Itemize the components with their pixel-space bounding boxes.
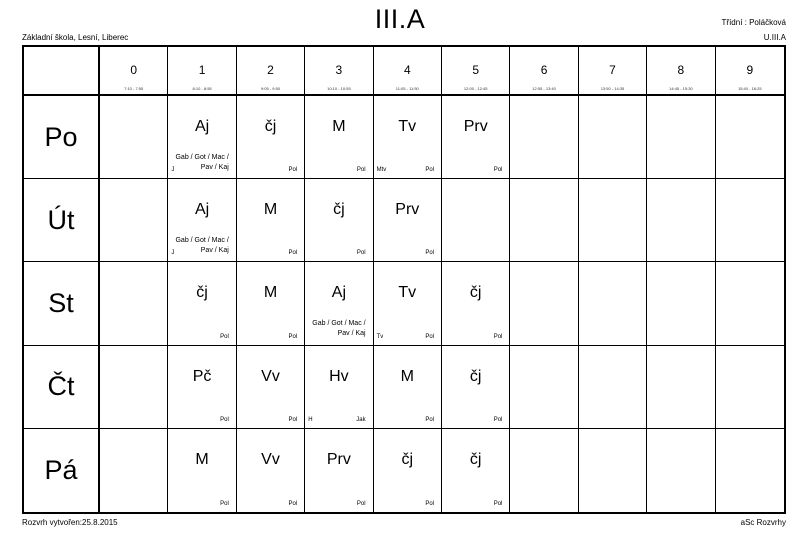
lesson-teacher: J — [171, 167, 175, 174]
period-number: 5 — [472, 63, 480, 77]
lesson-cell — [510, 96, 578, 179]
lesson-cell — [579, 346, 647, 429]
lesson-subject: Vv — [261, 367, 280, 385]
lesson-subject: Aj — [194, 118, 210, 135]
lesson-cell — [100, 96, 168, 179]
day-label-cell — [24, 96, 100, 179]
lesson-subject: čj — [264, 118, 277, 135]
period-time: 8:10 - 8:55 — [192, 86, 212, 91]
lesson-cell — [647, 179, 715, 262]
lesson-cell — [716, 429, 784, 512]
lesson-cell — [168, 346, 236, 429]
lesson-subject: M — [400, 367, 414, 385]
lesson-cell — [237, 262, 305, 345]
lesson-cell — [374, 179, 442, 262]
lesson-room: Pol — [425, 500, 434, 507]
lesson-subject: Tv — [398, 284, 417, 302]
lesson-cell — [510, 262, 578, 345]
lesson-cell — [305, 96, 373, 179]
lesson-cell — [510, 429, 578, 512]
lesson-subject: M — [263, 284, 278, 302]
lesson-subject: Pč — [192, 367, 212, 385]
lesson-subject: M — [263, 201, 278, 219]
lesson-room: Pol — [425, 333, 434, 340]
period-time: 9:05 - 9:50 — [260, 86, 281, 91]
period-number: 3 — [335, 63, 343, 77]
lesson-cell — [100, 262, 168, 345]
lesson-cell — [305, 262, 373, 345]
period-number: 2 — [267, 63, 274, 77]
lesson-room: Pol — [220, 416, 229, 423]
day-label-cell — [24, 429, 100, 512]
lesson-cell — [374, 262, 442, 345]
day-name: Po — [44, 121, 78, 152]
lesson-cell — [579, 429, 647, 512]
grid-corner — [24, 47, 100, 96]
lesson-teacher: J — [171, 250, 175, 257]
lesson-room: Pol — [425, 416, 434, 423]
period-time: 12:00 - 12:45 — [463, 86, 488, 91]
lesson-cell — [442, 346, 510, 429]
school-name: Základní škola, Lesní, Liberec — [22, 33, 129, 42]
lesson-cell — [442, 179, 510, 262]
lesson-cell — [510, 346, 578, 429]
lesson-room: Pol — [220, 500, 229, 507]
lesson-room: Pol — [425, 250, 434, 257]
period-number: 8 — [677, 63, 685, 77]
lesson-cell — [442, 262, 510, 345]
lesson-cell — [647, 429, 715, 512]
lesson-cell — [168, 179, 236, 262]
lesson-cell — [374, 96, 442, 179]
lesson-subject: Prv — [326, 450, 351, 468]
day-label-cell — [24, 346, 100, 429]
lesson-room: Pol — [493, 500, 503, 507]
lesson-room: Pol — [288, 416, 298, 423]
lesson-room: Pol — [425, 167, 434, 174]
lesson-cell — [237, 346, 305, 429]
lesson-cell — [100, 346, 168, 429]
lesson-cell — [100, 429, 168, 512]
lesson-subject: Vv — [261, 450, 280, 468]
lesson-group: Gab / Got / Mac / Pav / Kaj — [175, 237, 229, 255]
lesson-cell — [716, 262, 784, 345]
period-time: 7:10 - 7:55 — [124, 86, 144, 91]
lesson-teacher: Tv — [376, 333, 384, 340]
lesson-room: Pol — [493, 167, 503, 174]
class-code: U.III.A — [763, 33, 786, 42]
created-date: Rozvrh vytvořen:25.8.2015 — [22, 518, 118, 527]
lesson-subject: Aj — [194, 201, 210, 219]
lesson-cell — [100, 179, 168, 262]
lesson-teacher: H — [308, 416, 313, 423]
lesson-teacher: Mtv — [376, 167, 387, 174]
lesson-cell — [305, 346, 373, 429]
software-name: aSc Rozvrhy — [740, 518, 786, 527]
day-name: St — [48, 287, 74, 318]
lesson-subject: Prv — [395, 201, 420, 219]
lesson-cell — [716, 96, 784, 179]
period-header — [305, 47, 373, 96]
day-label-cell — [24, 179, 100, 262]
period-header — [237, 47, 305, 96]
period-header — [716, 47, 784, 96]
lesson-subject: čj — [401, 450, 414, 468]
lesson-subject: Prv — [463, 118, 488, 135]
lesson-subject: čj — [469, 450, 482, 468]
lesson-room: Pol — [288, 500, 298, 507]
period-header — [100, 47, 168, 96]
lesson-cell — [168, 429, 236, 512]
lesson-subject: čj — [333, 201, 345, 219]
period-time: 15:40 - 16:25 — [738, 86, 762, 91]
lesson-cell — [237, 96, 305, 179]
lesson-cell — [305, 429, 373, 512]
lesson-subject: Hv — [329, 367, 349, 385]
lesson-group: Gab / Got / Mac / Pav / Kaj — [312, 320, 366, 338]
lesson-cell — [579, 262, 647, 345]
lesson-subject: M — [332, 118, 346, 135]
day-name: Pá — [44, 454, 78, 485]
lesson-room: Pol — [493, 416, 503, 423]
lesson-cell — [579, 96, 647, 179]
period-time: 13:50 - 14:35 — [600, 86, 625, 91]
lesson-cell — [442, 429, 510, 512]
lesson-subject: čj — [469, 284, 482, 302]
class-teacher: Třídní : Poláčková — [721, 18, 786, 27]
period-time: 10:10 - 10:55 — [327, 86, 351, 91]
lesson-room: Pol — [288, 167, 298, 174]
period-header — [442, 47, 510, 96]
lesson-group: Gab / Got / Mac / Pav / Kaj — [175, 154, 229, 171]
lesson-cell — [716, 346, 784, 429]
lesson-room: Pol — [356, 167, 366, 174]
lesson-cell — [442, 96, 510, 179]
lesson-cell — [168, 96, 236, 179]
period-header — [510, 47, 578, 96]
period-number: 7 — [609, 63, 616, 77]
lesson-room: Pol — [356, 250, 366, 257]
lesson-room: Pol — [356, 500, 366, 507]
lesson-room: Pol — [288, 250, 298, 257]
lesson-subject: Aj — [331, 284, 346, 302]
period-number: 9 — [746, 63, 754, 77]
lesson-cell — [305, 179, 373, 262]
lesson-room: Pol — [493, 333, 503, 340]
period-header — [579, 47, 647, 96]
day-name: Út — [47, 204, 75, 235]
lesson-subject: M — [195, 450, 209, 468]
lesson-room: Pol — [288, 333, 298, 340]
period-number: 0 — [130, 63, 138, 77]
lesson-cell — [716, 179, 784, 262]
period-time: 14:45 - 15:30 — [669, 86, 693, 91]
lesson-cell — [647, 96, 715, 179]
lesson-cell — [647, 262, 715, 345]
period-number: 1 — [198, 63, 206, 77]
lesson-cell — [237, 429, 305, 512]
lesson-subject: Tv — [398, 118, 417, 135]
timetable-grid — [22, 45, 786, 514]
lesson-room: Pol — [220, 333, 229, 340]
lesson-cell — [374, 429, 442, 512]
lesson-cell — [579, 179, 647, 262]
period-time: 11:05 - 11:50 — [395, 86, 419, 91]
lesson-cell — [237, 179, 305, 262]
day-name: Čt — [47, 371, 75, 402]
period-number: 4 — [403, 63, 411, 77]
lesson-room: Jak — [356, 416, 366, 423]
lesson-subject: čj — [196, 284, 208, 302]
period-header — [647, 47, 715, 96]
page-title: III.A — [374, 4, 426, 34]
period-header — [168, 47, 236, 96]
day-label-cell — [24, 262, 100, 345]
lesson-cell — [647, 346, 715, 429]
period-number: 6 — [540, 63, 548, 77]
lesson-subject: čj — [469, 367, 482, 385]
lesson-cell — [374, 346, 442, 429]
lesson-cell — [510, 179, 578, 262]
period-header — [374, 47, 442, 96]
period-time: 12:55 - 13:40 — [532, 86, 556, 91]
lesson-cell — [168, 262, 236, 345]
